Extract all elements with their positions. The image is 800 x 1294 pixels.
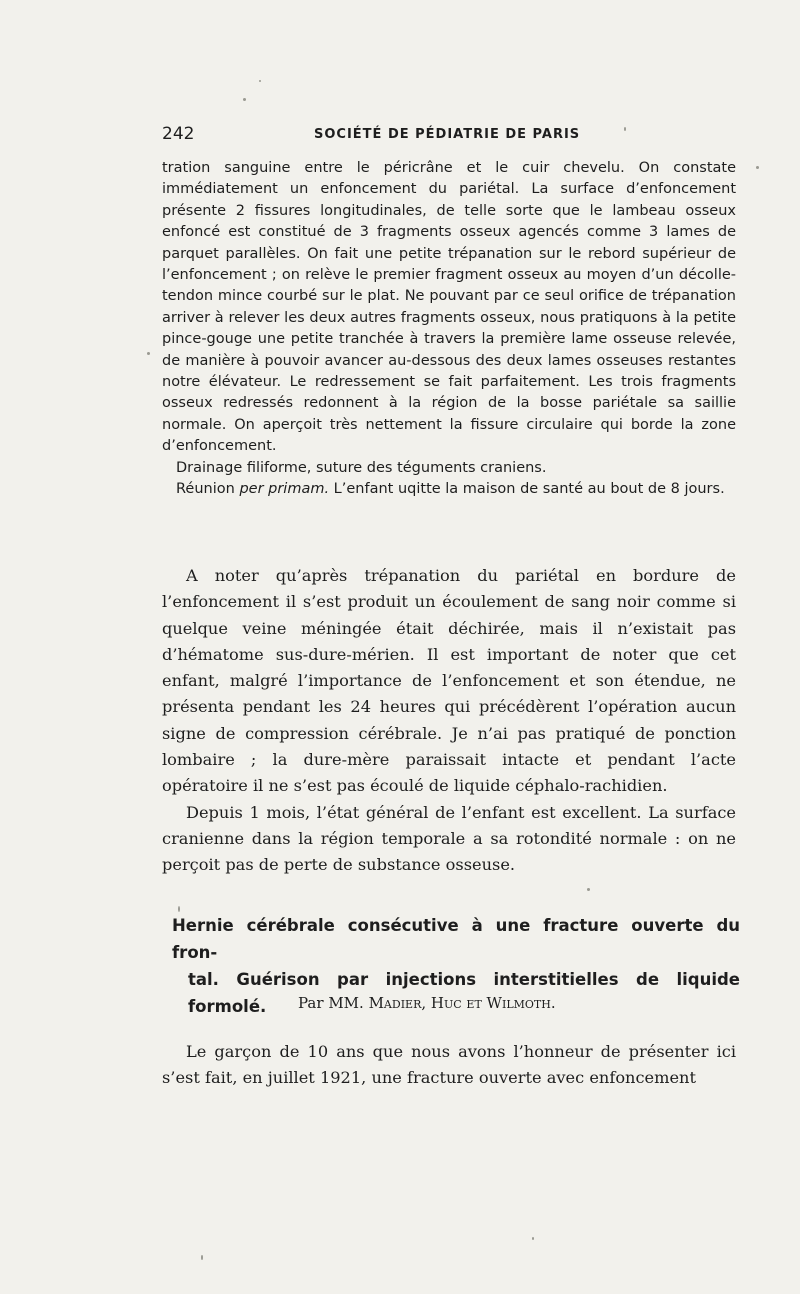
case-paragraph [162, 479, 736, 500]
speck [587, 888, 590, 891]
page-number: 242 [162, 124, 195, 144]
discussion-paragraph: Depuis 1 mois, l’état général de l’enfant est excellent. La surface cranienne dans la région temporale a sa rotondité normale : on ne perçoit pas de perte de substance osseuse. [162, 802, 736, 875]
speck [259, 80, 261, 82]
speck [756, 166, 759, 169]
latin-phrase: per primam. [239, 481, 330, 498]
speck [243, 98, 246, 101]
article-body [162, 1039, 736, 1092]
speck [201, 1255, 203, 1260]
case-paragraph: Drainage filiforme, suture des téguments craniens. [176, 459, 547, 476]
text-run: L’enfant uqitte la maison de santé au bout de 8 jours. [329, 481, 725, 498]
article-paragraph: Le garçon de 10 ans que nous avons l’honneur de présenter ici s’est fait, en juillet 1921, une fracture ouverte avec enfoncement [162, 1042, 736, 1088]
speck [624, 127, 626, 131]
discussion-paragraph: A noter qu’après trépanation du pariétal en bordure de l’enfoncement il s’est produit un écoulement de sang noir comme si quelque veine méningée était déchirée, mais il n’existait pas d’hématome sus-dure-mérien. Il est important de noter que cet enfant, malgré l’importance de l’enfoncement et son étendue, ne présenta pendant les 24 heures qui précédèrent l’opération aucun signe de compression cérébrale. Je n’ai pas pratiqué de ponction lombaire ; la dure-mère paraissait intacte et pendant l’acte opératoire il ne s’est pas écoulé de liquide céphalo-rachidien. [162, 566, 736, 796]
speck [532, 1237, 534, 1240]
text-run: Réunion [176, 481, 240, 498]
article-title-continuation: tal. Guérison par injections interstitielles de liquide formolé. [188, 970, 740, 1016]
case-paragraph: tration sanguine entre le péricrâne et le cuir chevelu. On constate immédiatement un enfoncement du pariétal. La surface d’enfoncement présente 2 fissures longitudinales, de telle sorte que le lambeau osseux enfoncé est constitué de 3 fragments osseux agencés comme 3 lames de parquet parallèles. On fait une petite trépanation sur le rebord supérieur de l’enfoncement ; on relève le premier fragment osseux au moyen d’un décolle-tendon mince courbé sur le plat. Ne pouvant par ce seul orifice de trépanation arriver à relever les deux autres fragments osseux, nous pratiquons à la petite pince-gouge une petite tranchée à travers la première lame osseuse relevée, de manière à pouvoir avancer au-dessous des deux lames osseuses restantes notre élévateur. Le redressement se fait parfaitement. Les trois fragments osseux redressés redonnent à la région de la bosse pariétale sa saillie normale. On aperçoit très nettement la fissure circulaire qui borde la zone d’enfoncement. [162, 160, 736, 455]
case-report-text [162, 158, 736, 501]
article-title-line: Hernie cérébrale consécutive à une fracture ouverte du fron- [172, 916, 740, 962]
speck [147, 352, 150, 355]
authors-prefix: Par [298, 994, 329, 1012]
running-title: SOCIÉTÉ DE PÉDIATRIE DE PARIS [314, 127, 581, 142]
discussion-text [162, 563, 736, 879]
article-authors [298, 994, 556, 1012]
authors-names: MM. Madier, Huc et Wilmoth. [328, 994, 556, 1012]
speck [178, 906, 180, 912]
